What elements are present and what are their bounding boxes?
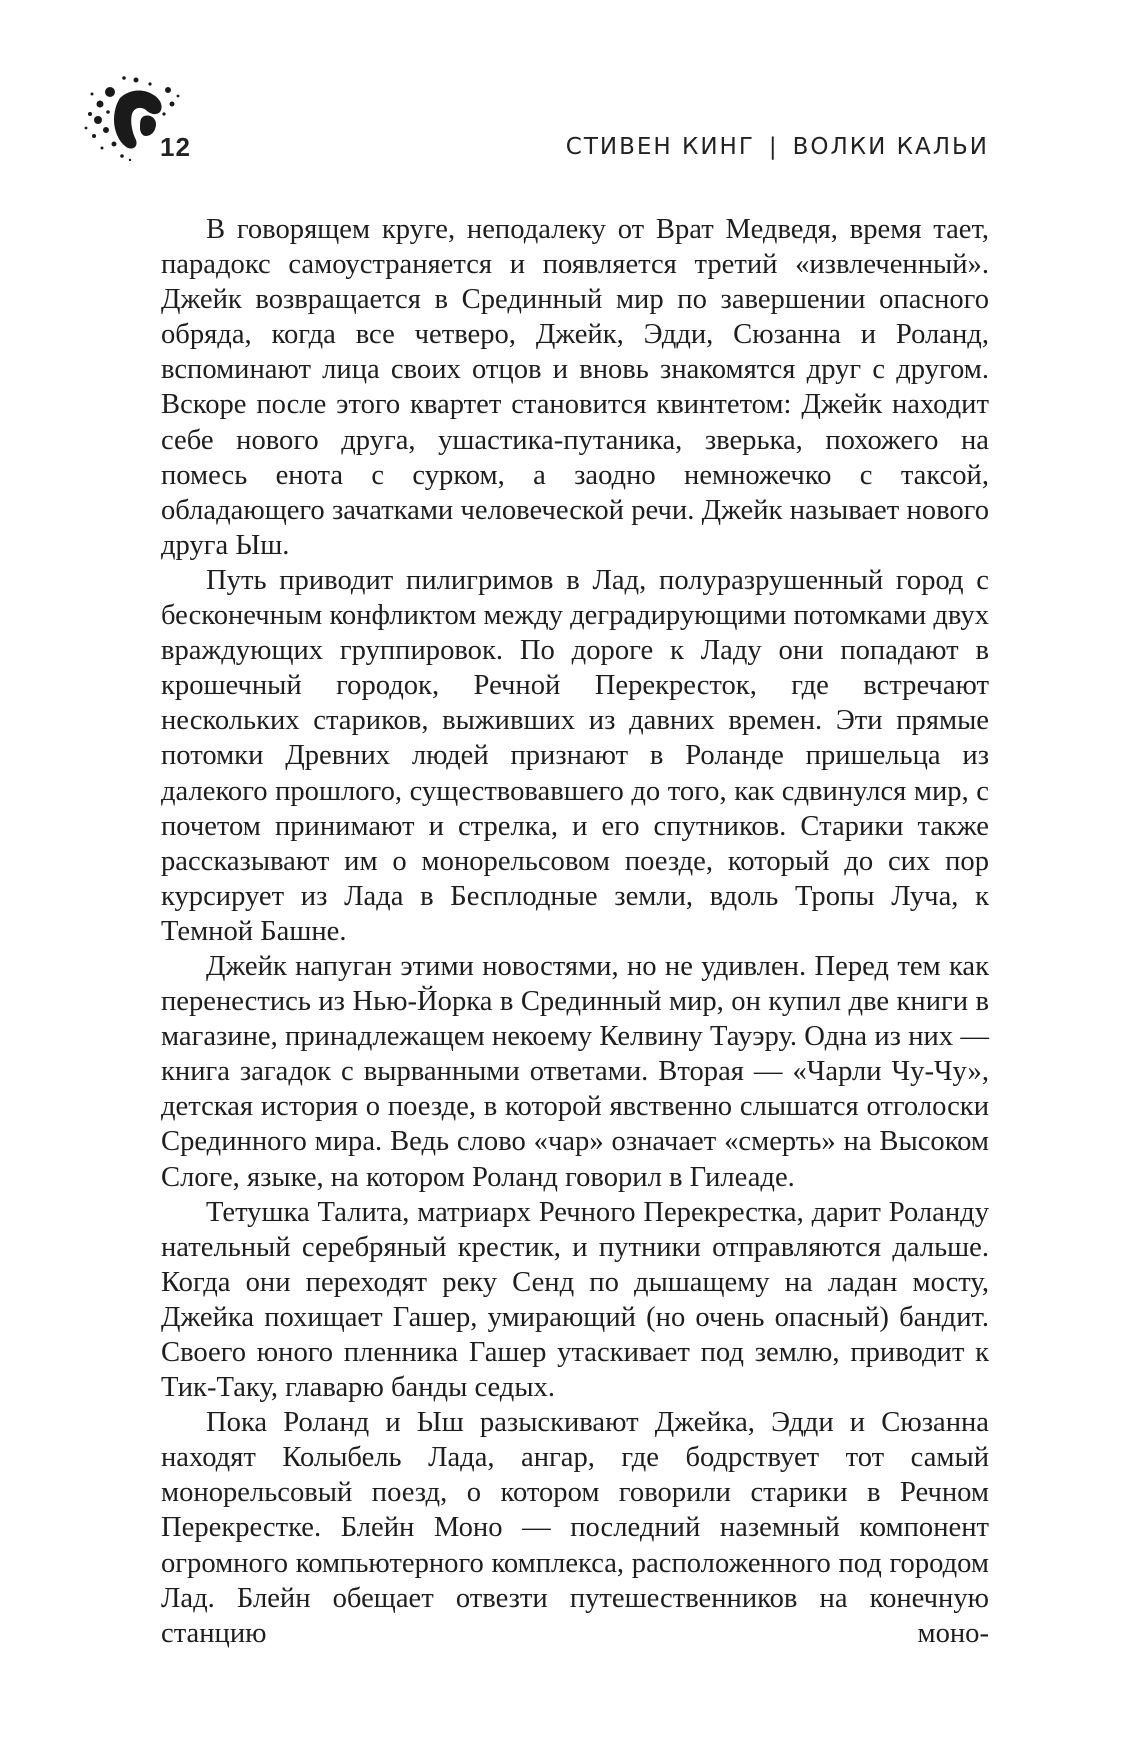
paragraph-3: Джейк напуган этими новостями, но не удивлен. Перед тем как перенестись из Нью-Йорка в Срединный мир, он купил две книги в магазине, принадлежащем некоему Келвину Тауэру. Одна из них — книга загадок с вырванными ответами. Вторая — «Чарли Чу-Чу», детская история о поезде, в которой явственно слышатся отголоски Срединного мира. Ведь слово «чар» означает «смерть» на Высоком Слоге, языке, на котором Роланд говорил в Гилеаде. [161, 950, 989, 1193]
body-text [161, 212, 989, 1651]
book-title: ВОЛКИ КАЛЬИ [792, 134, 989, 160]
paragraph-1: В говорящем круге, неподалеку от Врат Медведя, время тает, парадокс самоустраняется и появляется третий «извлеченный». Джейк возвращается в Срединный мир по завершении опасного обряда, когда все четверо, Джейк, Эдди, Сюзанна и Роланд, вспоминают лица своих отцов и вновь знакомятся друг с другом. Вскоре после этого квартет становится квинтетом: Джейк находит себе нового друга, ушастика-путаника, зверька, похожего на помесь енота с сурком, а заодно немножечко с таксой, обладающего зачатками человеческой речи. Джейк называет нового друга Ыш. [161, 214, 989, 561]
running-head [566, 134, 989, 160]
paragraph-2: Путь приводит пилигримов в Лад, полуразрушенный город с бесконечным конфликтом между деградирующими потомками двух враждующих группировок. По дороге к Ладу они попадают в крошечный городок, Речной Перекресток, где встречают нескольких стариков, выживших из давних времен. Эти прямые потомки Древних людей признают в Роланде пришельца из далекого прошлого, существовавшего до того, как сдвинулся мир, с почетом принимают и стрелка, и его спутников. Старики также рассказывают им о монорельсовом поезде, который до сих пор курсирует из Лада в Бесплодные земли, вдоль Тропы Луча, к Темной Башне. [161, 564, 989, 947]
author-name: СТИВЕН КИНГ [565, 134, 755, 160]
paragraph-5: Пока Роланд и Ыш разыскивают Джейка, Эдди и Сюзанна находят Колыбель Лада, ангар, где бодрствует тот самый монорельсовый поезд, о котором говорили старики в Речном Перекрестке. Блейн Моно — последний наземный компонент огромного компьютерного комплекса, расположенного под городом Лад. Блейн обещает отвезти путешественников на конечную станцию моно- [161, 1407, 989, 1649]
header-separator: | [768, 134, 779, 160]
page-number: 12 [160, 132, 191, 162]
paragraph-4: Тетушка Талита, матриарх Речного Перекрестка, дарит Роланду нательный серебряный крестик, и путники отправляются дальше. Когда они переходят реку Сенд по дышащему на ладан мосту, Джейка похищает Гашер, умирающий (но очень опасный) бандит. Своего юного пленника Гашер утаскивает под землю, приводит к Тик-Таку, главарю банды седых. [161, 1196, 989, 1404]
